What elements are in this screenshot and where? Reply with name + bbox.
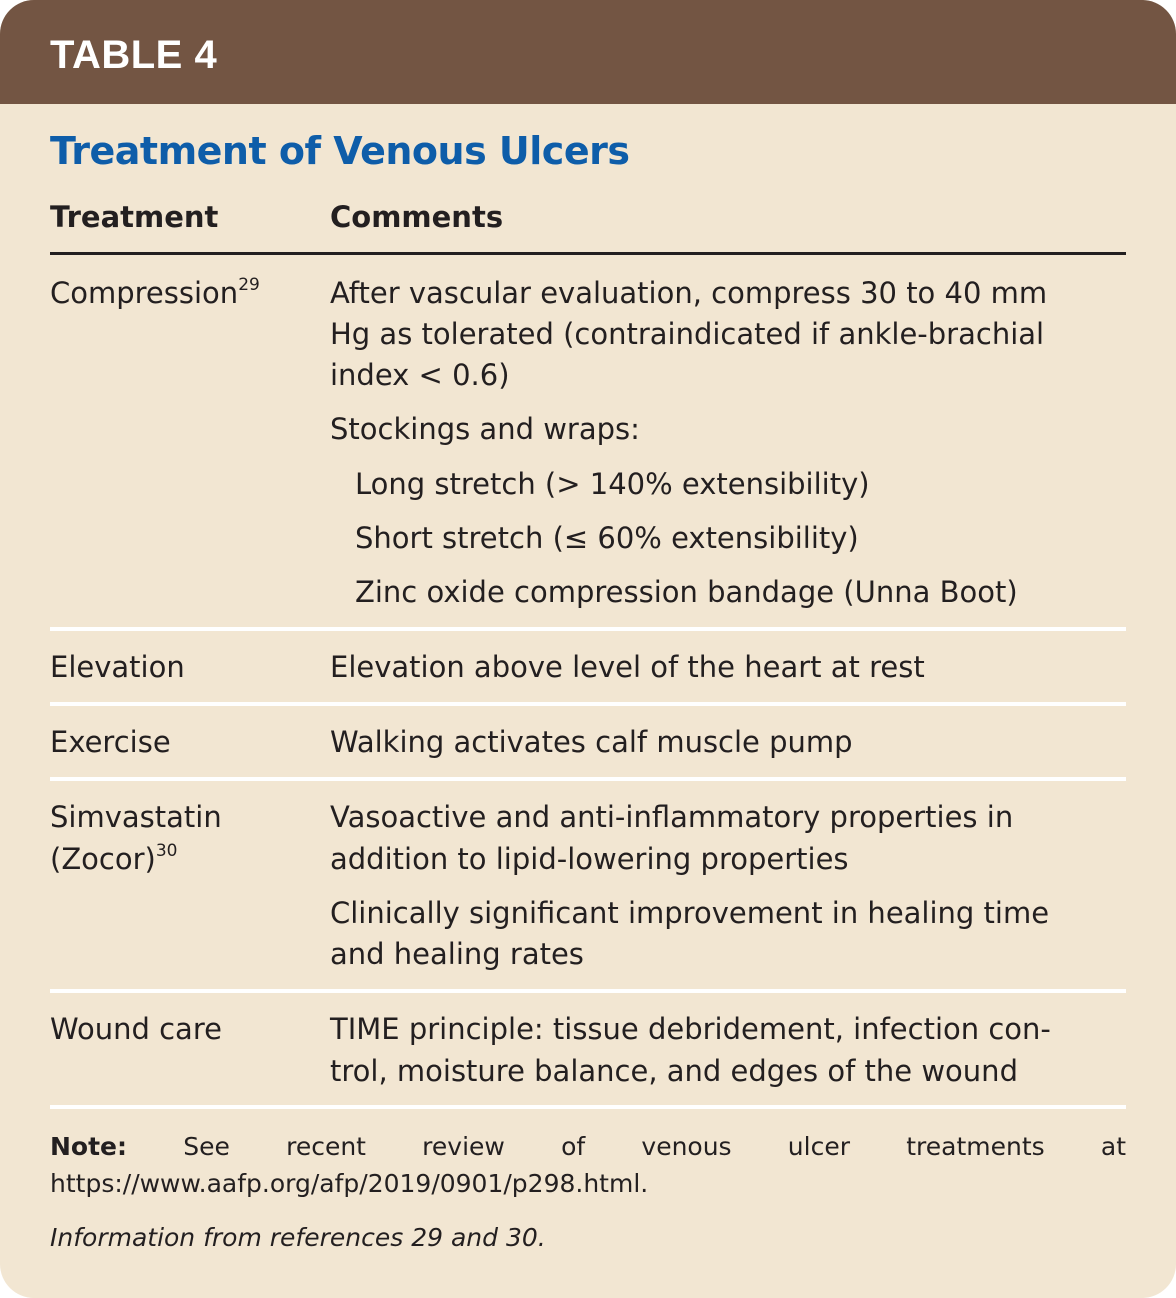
- row-elevation-comment-line: Elevation above level of the heart at rest: [330, 650, 925, 684]
- row-simvastatin-treatment: Simvastatin: [50, 800, 222, 834]
- table-number-label: TABLE 4: [50, 33, 218, 77]
- note-label: Note:: [50, 1132, 128, 1161]
- row-elevation-treatment: Elevation: [50, 650, 185, 684]
- treatment-name: Compression: [50, 276, 239, 310]
- row-simvastatin-comment-line: and healing rates: [330, 937, 584, 971]
- row-divider: [50, 989, 1126, 993]
- row-wound-care-comment-line: trol, moisture balance, and edges of the wound: [330, 1054, 1018, 1088]
- row-simvastatin-comment-line: addition to lipid-lowering properties: [330, 842, 849, 876]
- row-compression-comment-line: Hg as tolerated (contraindicated if ankle-brachial: [330, 317, 1045, 351]
- row-compression-subitem: Long stretch (> 140% extensibility): [355, 467, 870, 501]
- row-simvastatin-comment-line: Clinically significant improvement in healing time: [330, 896, 1050, 930]
- table-title: Treatment of Venous Ulcers: [50, 129, 630, 173]
- row-compression-subitem: Short stretch (≤ 60% extensibility): [355, 521, 859, 555]
- table-header-bar: [0, 0, 1176, 104]
- row-wound-care-treatment: Wound care: [50, 1012, 222, 1046]
- table-bottom-rule: [50, 1105, 1126, 1109]
- reference-superscript: 30: [155, 841, 178, 861]
- row-compression-treatment: [50, 273, 260, 314]
- row-exercise-treatment: Exercise: [50, 725, 171, 759]
- header-rule: [50, 252, 1126, 255]
- row-simvastatin-comment-line: Vasoactive and anti-inflammatory properties in: [330, 800, 1014, 834]
- column-header-treatment: Treatment: [50, 200, 219, 234]
- row-compression-subitem: Zinc oxide compression bandage (Unna Boot): [355, 575, 1018, 609]
- row-compression-comment-line: After vascular evaluation, compress 30 to 40 mm: [330, 276, 1048, 310]
- row-simvastatin-treatment-brand: [50, 839, 178, 880]
- row-divider: [50, 702, 1126, 706]
- row-wound-care-comment-line: TIME principle: tissue debridement, infection con-: [330, 1012, 1051, 1046]
- column-header-comments: Comments: [330, 200, 504, 234]
- row-compression-comment-line: Stockings and wraps:: [330, 412, 640, 446]
- row-divider: [50, 627, 1126, 631]
- row-compression-comment-line: index < 0.6): [330, 358, 510, 392]
- row-divider: [50, 777, 1126, 781]
- row-exercise-comment-line: Walking activates calf muscle pump: [330, 725, 853, 759]
- treatment-brand-name: (Zocor): [50, 842, 156, 876]
- note-text: See recent review of venous ulcer treatments at https://www.aafp.org/afp/2019/0901/p298.html.: [50, 1132, 1126, 1198]
- reference-superscript: 29: [238, 275, 260, 295]
- source-citation: Information from references 29 and 30.: [50, 1223, 546, 1252]
- table-note: [50, 1128, 1126, 1202]
